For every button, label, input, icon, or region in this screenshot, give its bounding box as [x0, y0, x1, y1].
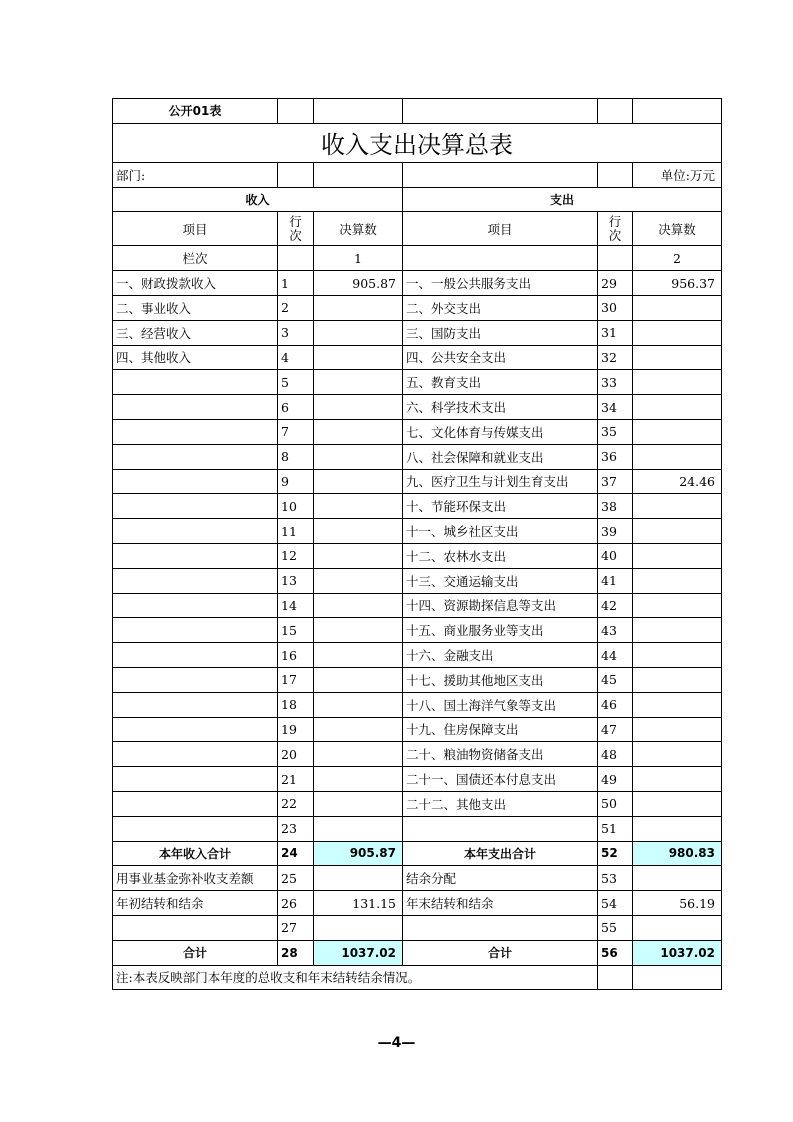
expense-item: 十、节能环保支出 — [403, 494, 598, 519]
income-amount — [314, 643, 403, 668]
expense-item: 十一、城乡社区支出 — [403, 519, 598, 544]
expense-line-no: 53 — [598, 866, 633, 891]
income-amount — [314, 295, 403, 320]
expense-amount — [633, 816, 722, 841]
table-row — [113, 494, 722, 519]
expense-line-no: 50 — [598, 791, 633, 816]
expense-amount: 956.37 — [633, 271, 722, 296]
expense-total-line-no: 56 — [598, 940, 633, 965]
expense-item: 十七、援助其他地区支出 — [403, 667, 598, 692]
expense-line-no: 32 — [598, 345, 633, 370]
income-item: 二、事业收入 — [113, 295, 278, 320]
expense-amount: 56.19 — [633, 891, 722, 916]
income-amount — [314, 717, 403, 742]
note-blank-1 — [598, 965, 633, 990]
table-row — [113, 593, 722, 618]
income-item — [113, 767, 278, 792]
expense-item: 十二、农林水支出 — [403, 543, 598, 568]
income-item — [113, 593, 278, 618]
income-item: 三、经营收入 — [113, 320, 278, 345]
expense-item: 十六、金融支出 — [403, 643, 598, 668]
expense-line-no: 45 — [598, 667, 633, 692]
income-line-no: 26 — [278, 891, 314, 916]
income-total-amount: 905.87 — [314, 841, 403, 866]
income-amount: 905.87 — [314, 271, 403, 296]
income-amount — [314, 320, 403, 345]
expense-line-no: 54 — [598, 891, 633, 916]
expense-item: 九、医疗卫生与计划生育支出 — [403, 469, 598, 494]
expense-amount — [633, 444, 722, 469]
expense-item: 二十、粮油物资储备支出 — [403, 742, 598, 767]
income-section-header: 收入 — [113, 187, 403, 212]
expense-line-no: 44 — [598, 643, 633, 668]
income-item — [113, 915, 278, 940]
income-amount — [314, 370, 403, 395]
subtotal-row — [113, 841, 722, 866]
income-item — [113, 419, 278, 444]
table-row — [113, 395, 722, 420]
expense-line-no: 33 — [598, 370, 633, 395]
dept-label: 部门: — [113, 162, 278, 187]
expense-line-no: 30 — [598, 295, 633, 320]
income-amount — [314, 742, 403, 767]
income-amount — [314, 692, 403, 717]
expense-amount — [633, 742, 722, 767]
expense-line-no: 47 — [598, 717, 633, 742]
expense-amount — [633, 866, 722, 891]
table-row — [113, 519, 722, 544]
table-row — [113, 791, 722, 816]
note-blank-2 — [633, 965, 722, 990]
column-index-2: 2 — [633, 246, 722, 271]
expense-amount — [633, 618, 722, 643]
expense-item: 十三、交通运输支出 — [403, 568, 598, 593]
expense-item: 二、外交支出 — [403, 295, 598, 320]
column-index-label: 栏次 — [113, 246, 278, 271]
income-item — [113, 568, 278, 593]
income-item — [113, 742, 278, 767]
table-row — [113, 271, 722, 296]
income-amount — [314, 593, 403, 618]
expense-item: 结余分配 — [403, 866, 598, 891]
expense-item: 十九、住房保障支出 — [403, 717, 598, 742]
table-row — [113, 444, 722, 469]
expense-amount — [633, 295, 722, 320]
income-total-amount: 1037.02 — [314, 940, 403, 965]
expense-item — [403, 915, 598, 940]
income-line-no: 16 — [278, 643, 314, 668]
income-line-no: 14 — [278, 593, 314, 618]
expense-line-no: 42 — [598, 593, 633, 618]
income-amount — [314, 395, 403, 420]
income-amount — [314, 618, 403, 643]
expense-line-no: 41 — [598, 568, 633, 593]
table-row — [113, 618, 722, 643]
expense-item: 十八、国土海洋气象等支出 — [403, 692, 598, 717]
adjust-row — [113, 915, 722, 940]
income-line-no: 3 — [278, 320, 314, 345]
expense-amount — [633, 667, 722, 692]
expense-line-header: 行 次 — [598, 212, 633, 246]
expense-item: 十五、商业服务业等支出 — [403, 618, 598, 643]
expense-line-no: 40 — [598, 543, 633, 568]
expense-line-no: 38 — [598, 494, 633, 519]
table-row — [113, 295, 722, 320]
income-line-no: 25 — [278, 866, 314, 891]
income-line-no: 7 — [278, 419, 314, 444]
income-amount — [314, 568, 403, 593]
adjust-row — [113, 866, 722, 891]
expense-total-line-no: 52 — [598, 841, 633, 866]
income-line-no: 10 — [278, 494, 314, 519]
expense-item-header: 项目 — [403, 212, 598, 246]
expense-item: 四、公共安全支出 — [403, 345, 598, 370]
income-item-header: 项目 — [113, 212, 278, 246]
expense-line-no: 39 — [598, 519, 633, 544]
expense-amount — [633, 320, 722, 345]
income-item — [113, 519, 278, 544]
note-row — [113, 965, 722, 990]
form-id: 公开01表 — [113, 99, 278, 124]
expense-line-no: 37 — [598, 469, 633, 494]
expense-amount — [633, 370, 722, 395]
table-row — [113, 692, 722, 717]
expense-line-no: 29 — [598, 271, 633, 296]
income-line-no: 12 — [278, 543, 314, 568]
income-line-no: 17 — [278, 667, 314, 692]
expense-amount — [633, 593, 722, 618]
income-item: 年初结转和结余 — [113, 891, 278, 916]
income-line-no: 5 — [278, 370, 314, 395]
income-amount — [314, 816, 403, 841]
income-item — [113, 395, 278, 420]
income-line-no: 19 — [278, 717, 314, 742]
expense-amount — [633, 717, 722, 742]
expense-item: 年末结转和结余 — [403, 891, 598, 916]
income-item — [113, 692, 278, 717]
income-line-no: 15 — [278, 618, 314, 643]
expense-line-no: 46 — [598, 692, 633, 717]
income-amount — [314, 345, 403, 370]
expense-line-no: 48 — [598, 742, 633, 767]
expense-total-label: 合计 — [403, 940, 598, 965]
expense-amount — [633, 395, 722, 420]
table-row — [113, 667, 722, 692]
expense-total-label: 本年支出合计 — [403, 841, 598, 866]
expense-item: 五、教育支出 — [403, 370, 598, 395]
expense-item: 六、科学技术支出 — [403, 395, 598, 420]
income-amount — [314, 494, 403, 519]
income-line-no: 8 — [278, 444, 314, 469]
table-row — [113, 568, 722, 593]
income-amount-header: 决算数 — [314, 212, 403, 246]
expense-amount — [633, 543, 722, 568]
income-item — [113, 444, 278, 469]
income-total-line-no: 28 — [278, 940, 314, 965]
income-item — [113, 543, 278, 568]
income-amount — [314, 667, 403, 692]
income-line-no: 1 — [278, 271, 314, 296]
expense-amount — [633, 345, 722, 370]
table-row — [113, 767, 722, 792]
income-item: 一、财政拨款收入 — [113, 271, 278, 296]
income-item — [113, 469, 278, 494]
expense-line-no: 31 — [598, 320, 633, 345]
table-note: 注:本表反映部门本年度的总收支和年末结转结余情况。 — [113, 965, 598, 990]
expense-amount — [633, 643, 722, 668]
expense-amount — [633, 519, 722, 544]
expense-line-no: 35 — [598, 419, 633, 444]
expense-amount — [633, 494, 722, 519]
expense-item: 七、文化体育与传媒支出 — [403, 419, 598, 444]
income-item — [113, 667, 278, 692]
income-item: 用事业基金弥补收支差额 — [113, 866, 278, 891]
income-line-no: 22 — [278, 791, 314, 816]
expense-amount: 24.46 — [633, 469, 722, 494]
income-line-no: 6 — [278, 395, 314, 420]
table-row — [113, 543, 722, 568]
income-amount — [314, 543, 403, 568]
unit-label: 单位:万元 — [633, 162, 722, 187]
income-amount — [314, 767, 403, 792]
income-amount: 131.15 — [314, 891, 403, 916]
income-item — [113, 816, 278, 841]
expense-amount-header: 决算数 — [633, 212, 722, 246]
expense-item: 十四、资源勘探信息等支出 — [403, 593, 598, 618]
income-item — [113, 643, 278, 668]
expense-item: 一、一般公共服务支出 — [403, 271, 598, 296]
income-item — [113, 370, 278, 395]
expense-total-amount: 980.83 — [633, 841, 722, 866]
table-row — [113, 419, 722, 444]
income-line-no: 9 — [278, 469, 314, 494]
income-line-no: 2 — [278, 295, 314, 320]
income-amount — [314, 469, 403, 494]
income-total-line-no: 24 — [278, 841, 314, 866]
income-total-label: 本年收入合计 — [113, 841, 278, 866]
income-item — [113, 791, 278, 816]
expense-item: 三、国防支出 — [403, 320, 598, 345]
income-line-no: 4 — [278, 345, 314, 370]
income-amount — [314, 519, 403, 544]
income-line-header: 行 次 — [278, 212, 314, 246]
adjust-row — [113, 891, 722, 916]
expense-line-no: 36 — [598, 444, 633, 469]
income-item: 四、其他收入 — [113, 345, 278, 370]
income-amount — [314, 915, 403, 940]
income-line-no: 23 — [278, 816, 314, 841]
table-row — [113, 320, 722, 345]
expense-amount — [633, 419, 722, 444]
total-row — [113, 940, 722, 965]
income-amount — [314, 419, 403, 444]
table-row — [113, 469, 722, 494]
expense-item — [403, 816, 598, 841]
expense-line-no: 34 — [598, 395, 633, 420]
page-number: —4— — [377, 1035, 416, 1051]
income-line-no: 20 — [278, 742, 314, 767]
income-item — [113, 717, 278, 742]
income-line-no: 27 — [278, 915, 314, 940]
income-line-no: 21 — [278, 767, 314, 792]
income-amount — [314, 791, 403, 816]
page-title: 收入支出决算总表 — [113, 123, 722, 162]
table-row — [113, 717, 722, 742]
table-row — [113, 643, 722, 668]
income-total-label: 合计 — [113, 940, 278, 965]
expense-amount — [633, 568, 722, 593]
income-line-no: 18 — [278, 692, 314, 717]
table-row — [113, 742, 722, 767]
expense-amount — [633, 915, 722, 940]
table-row — [113, 345, 722, 370]
expense-item: 二十一、国债还本付息支出 — [403, 767, 598, 792]
income-item — [113, 494, 278, 519]
expense-line-no: 43 — [598, 618, 633, 643]
expense-amount — [633, 767, 722, 792]
expense-section-header: 支出 — [403, 187, 722, 212]
income-expense-table — [112, 98, 722, 990]
income-line-no: 11 — [278, 519, 314, 544]
expense-item: 八、社会保障和就业支出 — [403, 444, 598, 469]
expense-item: 二十二、其他支出 — [403, 791, 598, 816]
column-index-1: 1 — [314, 246, 403, 271]
table-row — [113, 370, 722, 395]
income-amount — [314, 866, 403, 891]
expense-amount — [633, 692, 722, 717]
expense-total-amount: 1037.02 — [633, 940, 722, 965]
income-line-no: 13 — [278, 568, 314, 593]
expense-line-no: 55 — [598, 915, 633, 940]
income-amount — [314, 444, 403, 469]
expense-amount — [633, 791, 722, 816]
expense-line-no: 51 — [598, 816, 633, 841]
income-item — [113, 618, 278, 643]
expense-line-no: 49 — [598, 767, 633, 792]
table-row — [113, 816, 722, 841]
